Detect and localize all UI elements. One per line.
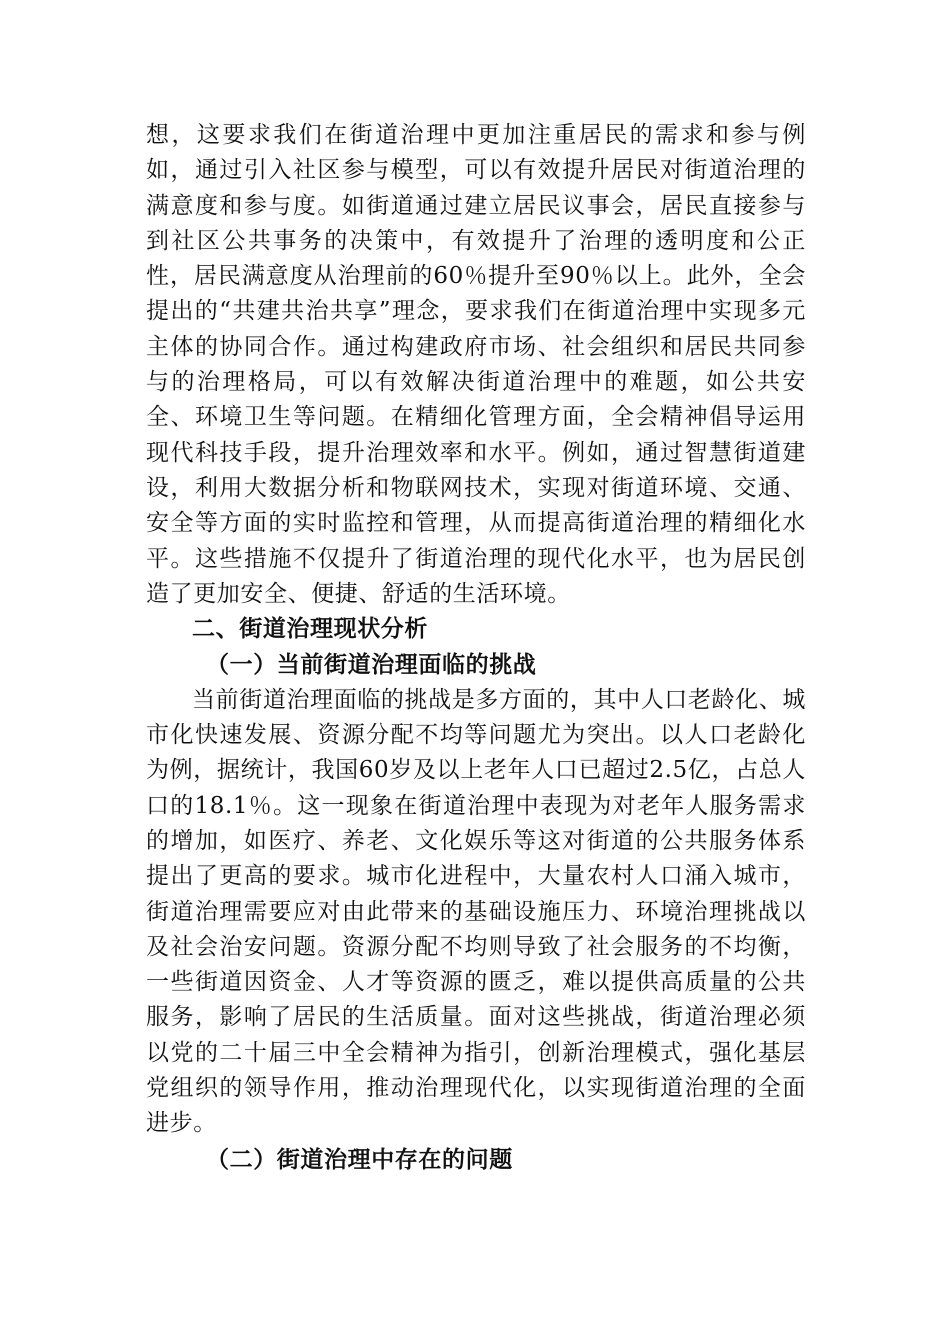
body-paragraph-challenges: 当前街道治理面临的挑战是多方面的，其中人口老龄化、城市化快速发展、资源分配不均等问题尤为突出。以人口老龄化为例，据统计，我国60岁及以上老年人口已超过2.5亿，占总人口的18.1％。这一现象在街道治理中表现为对老年人服务需求的增加，如医疗、养老、文化娱乐等这对街道的公共服务体系提出了更高的要求。城市化进程中，大量农村人口涌入城市，街道治理需要应对由此带来的基础设施压力、环境治理挑战以及社会治安问题。资源分配不均则导致了社会服务的不均衡，一些街道因资金、人才等资源的匮乏，难以提供高质量的公共服务，影响了居民的生活质量。面对这些挑战，街道治理必须以党的二十届三中全会精神为指引，创新治理模式，强化基层党组织的领导作用，推动治理现代化，以实现街道治理的全面进步。 [146,686,806,1137]
subsection-heading-challenges: （一）当前街道治理面临的挑战 [206,651,537,679]
document-body [146,118,806,1177]
body-paragraph-continued: 想，这要求我们在街道治理中更加注重居民的需求和参与例如，通过引入社区参与模型，可以有效提升居民对街道治理的满意度和参与度。如街道通过建立居民议事会，居民直接参与到社区公共事务的决策中，有效提升了治理的透明度和公正性，居民满意度从治理前的60％提升至90％以上。此外，全会提出的“共建共治共享”理念，要求我们在街道治理中实现多元主体的协同合作。通过构建政府市场、社会组织和居民共同参与的治理格局，可以有效解决街道治理中的难题，如公共安全、环境卫生等问题。在精细化管理方面，全会精神倡导运用现代科技手段，提升治理效率和水平。例如，通过智慧街道建设，利用大数据分析和物联网技术，实现对街道环境、交通、安全等方面的实时监控和管理，从而提高街道治理的精细化水平。这些措施不仅提升了街道治理的现代化水平，也为居民创造了更加安全、便捷、舒适的生活环境。 [146,122,806,607]
subsection-heading-problems: （二）街道治理中存在的问题 [206,1145,513,1173]
section-heading: 二、街道治理现状分析 [192,616,428,643]
